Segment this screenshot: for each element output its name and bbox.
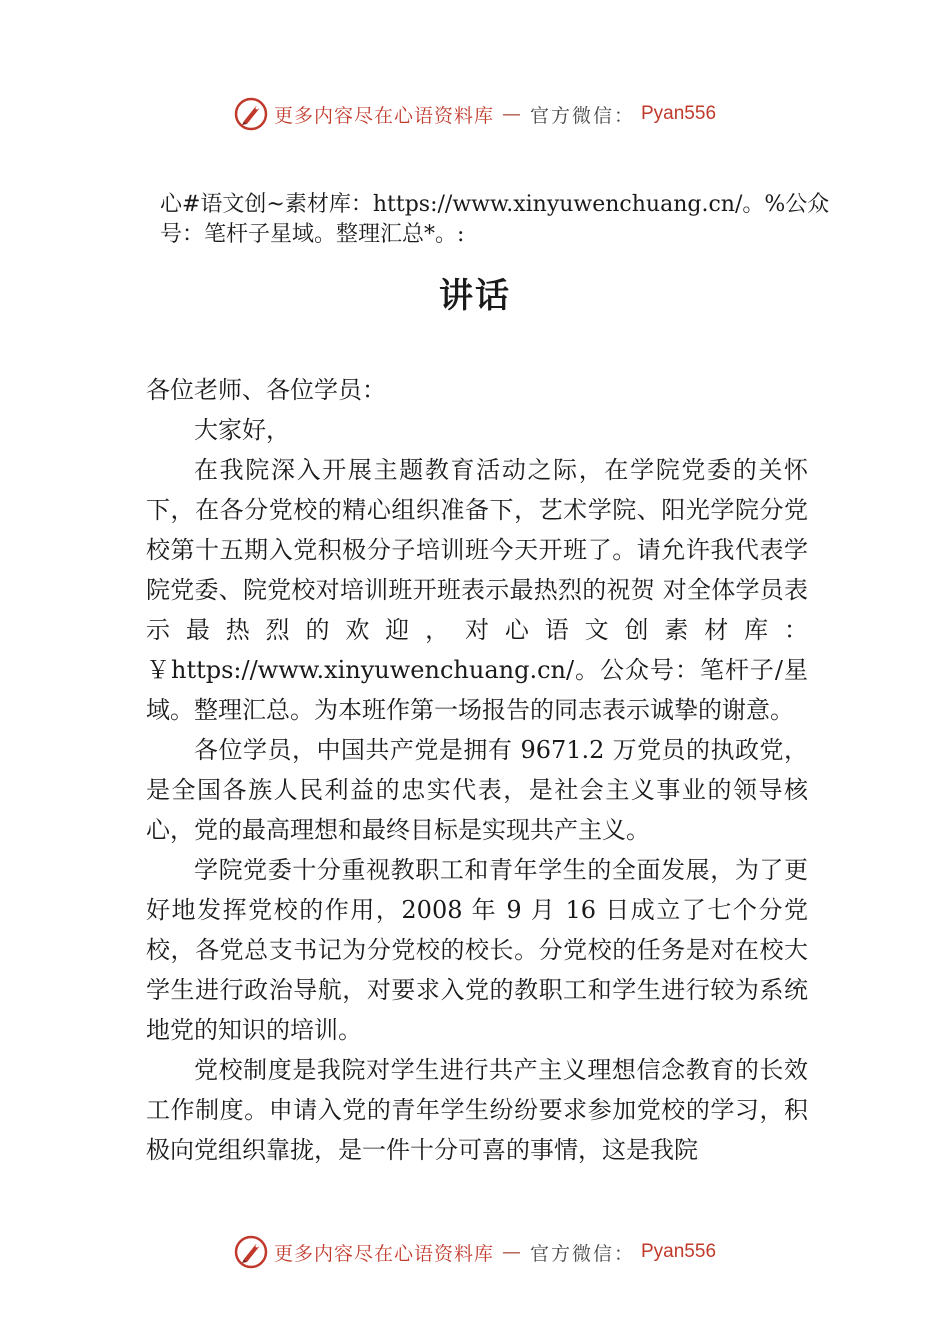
- paragraph: 学院党委十分重视教职工和青年学生的全面发展，为了更好地发挥党校的作用，2008 年 9 月 16 日成立了七个分党校，各党总支书记为分党校的校长。分党校的任务是对在校大学生进行政治导航，对要求入党的教职工和学生进行较为系统地党的知识的培训。: [146, 856, 808, 1044]
- banner-wechat-id: Pyan556: [641, 1241, 717, 1262]
- pen-nib-logo-icon: [234, 1235, 268, 1269]
- pen-nib-logo-icon: [234, 97, 268, 131]
- banner-wechat-id: Pyan556: [641, 103, 717, 124]
- banner-wechat-label: 官方微信：: [529, 1242, 635, 1265]
- banner-dash: —: [501, 103, 522, 125]
- document-body: [146, 370, 808, 1170]
- source-line: 心#语文创~素材库：https://www.xinyuwenchuang.cn/。%公众号：笔杆子星域。整理汇总*。:: [160, 192, 830, 247]
- paragraph: 在我院深入开展主题教育活动之际，在学院党委的关怀下，在各分党校的精心组织准备下，艺术学院、阳光学院分党校第十五期入党积极分子培训班今天开班了。请允许我代表学院党委、院党校对培训班开班表示最热烈的祝贺 对全体学员表示最热烈的欢迎，对心语文创素材库：￥https://www.xinyuwenchuang.cn/。公众号：笔杆子/星域。整理汇总。为本班作第一场报告的同志表示诚挚的谢意。: [146, 456, 808, 724]
- banner-slogan: 更多内容尽在心语资料库: [273, 104, 494, 127]
- banner-slogan: 更多内容尽在心语资料库: [273, 1242, 494, 1265]
- paragraph: 各位学员，中国共产党是拥有 9671.2 万党员的执政党，是全国各族人民利益的忠实代表，是社会主义事业的领导核心，党的最高理想和最终目标是实现共产主义。: [146, 736, 808, 844]
- footer-banner: [0, 1232, 950, 1272]
- salutation: 各位老师、各位学员：: [146, 376, 386, 404]
- banner-dash: —: [501, 1241, 522, 1263]
- paragraph: 党校制度是我院对学生进行共产主义理想信念教育的长效工作制度。申请入党的青年学生纷纷要求参加党校的学习，积极向党组织靠拢，是一件十分可喜的事情，这是我院: [146, 1056, 808, 1164]
- banner-wechat-label: 官方微信：: [529, 104, 635, 127]
- page-title: 讲话: [439, 276, 511, 316]
- header-banner: [0, 94, 950, 134]
- greeting: 大家好，: [194, 416, 290, 444]
